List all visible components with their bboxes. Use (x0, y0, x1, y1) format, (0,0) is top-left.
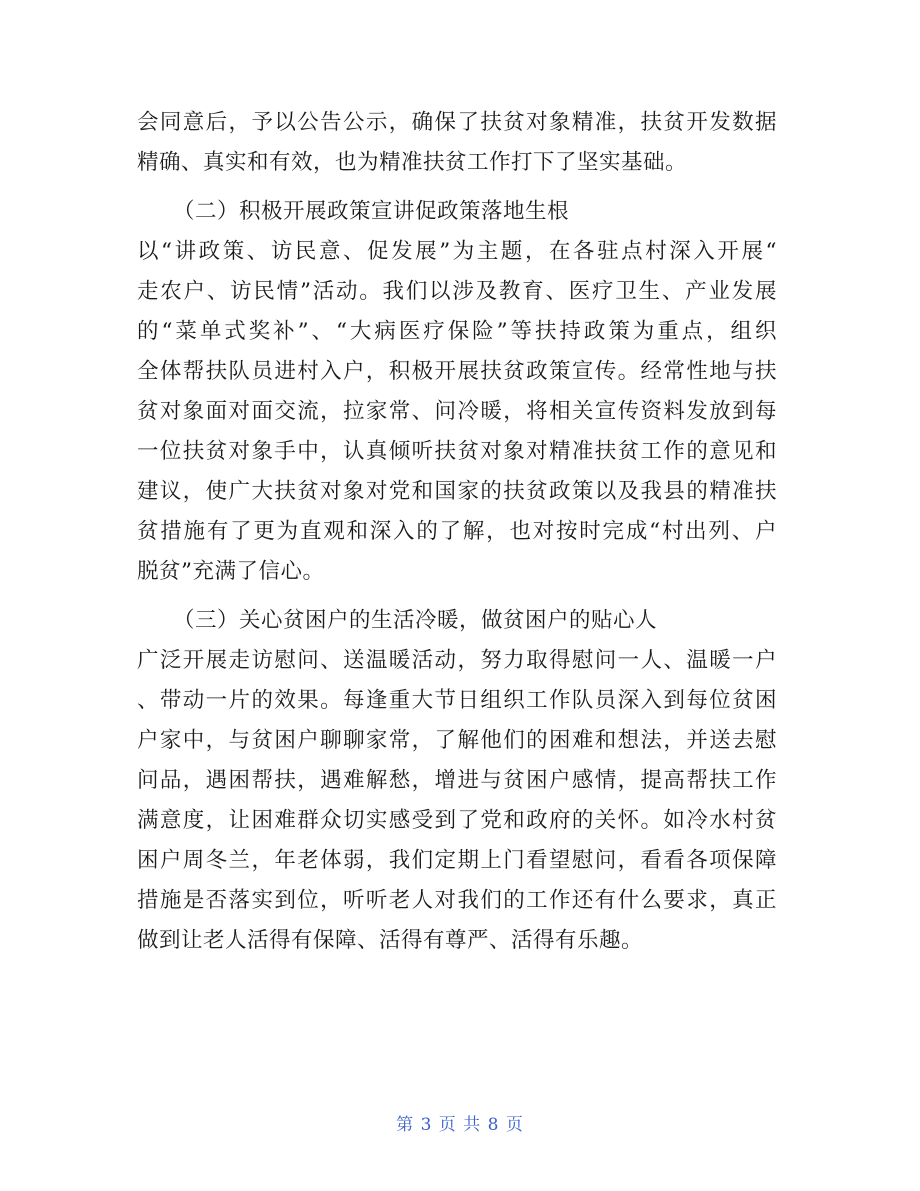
paragraph-2 (137, 232, 777, 592)
text-line: 广泛开展走访慰问、送温暖活动，努力取得慰问一人、温暖一户 (137, 648, 777, 673)
text-line: 贫措施有了更为直观和深入的了解，也对按时完成“村出列、户 (137, 519, 777, 544)
text-line: 以“讲政策、访民意、促发展”为主题，在各驻点村深入开展“ (137, 239, 777, 264)
text-line: 问品，遇困帮扶，遇难解愁，增进与贫困户感情，提高帮扶工作 (137, 768, 777, 793)
text-line: 精确、真实和有效，也为精准扶贫工作打下了坚实基础。 (137, 150, 688, 175)
page-indicator: 第 3 页 共 8 页 (396, 1115, 524, 1135)
text-line: 户家中，与贫困户聊聊家常，了解他们的困难和想法，并送去慰 (137, 728, 777, 753)
text-line: 满意度，让困难群众切实感受到了党和政府的关怀。如冷水村贫 (137, 808, 777, 833)
text-line: 会同意后，予以公告公示，确保了扶贫对象精准，扶贫开发数据 (137, 110, 777, 135)
document-body (137, 103, 777, 961)
text-line: 措施是否落实到位，听听老人对我们的工作还有什么要求，真正 (137, 888, 777, 913)
text-line: 做到让老人活得有保障、活得有尊严、活得有乐趣。 (137, 928, 644, 953)
paragraph-1 (137, 103, 777, 183)
section-heading-2: （二）积极开展政策宣讲促政策落地生根 (173, 199, 570, 224)
text-line: 建议，使广大扶贫对象对党和国家的扶贫政策以及我县的精准扶 (137, 479, 777, 504)
text-line: 全体帮扶队员进村入户，积极开展扶贫政策宣传。经常性地与扶 (137, 359, 777, 384)
text-line: 、带动一片的效果。每逢重大节日组织工作队员深入到每位贫困 (137, 688, 777, 713)
section-heading-3: （三）关心贫困户的生活冷暖，做贫困户的贴心人 (173, 608, 658, 633)
text-line: 的“菜单式奖补”、“大病医疗保险”等扶持政策为重点，组织 (137, 319, 777, 344)
paragraph-3 (137, 641, 777, 961)
text-line: 一位扶贫对象手中，认真倾听扶贫对象对精准扶贫工作的意见和 (137, 439, 777, 464)
text-line: 走农户、访民情”活动。我们以涉及教育、医疗卫生、产业发展 (137, 279, 777, 304)
text-line: 脱贫”充满了信心。 (137, 559, 325, 584)
text-line: 困户周冬兰，年老体弱，我们定期上门看望慰问，看看各项保障 (137, 848, 777, 873)
text-line: 贫对象面对面交流，拉家常、问冷暖，将相关宣传资料发放到每 (137, 399, 777, 424)
